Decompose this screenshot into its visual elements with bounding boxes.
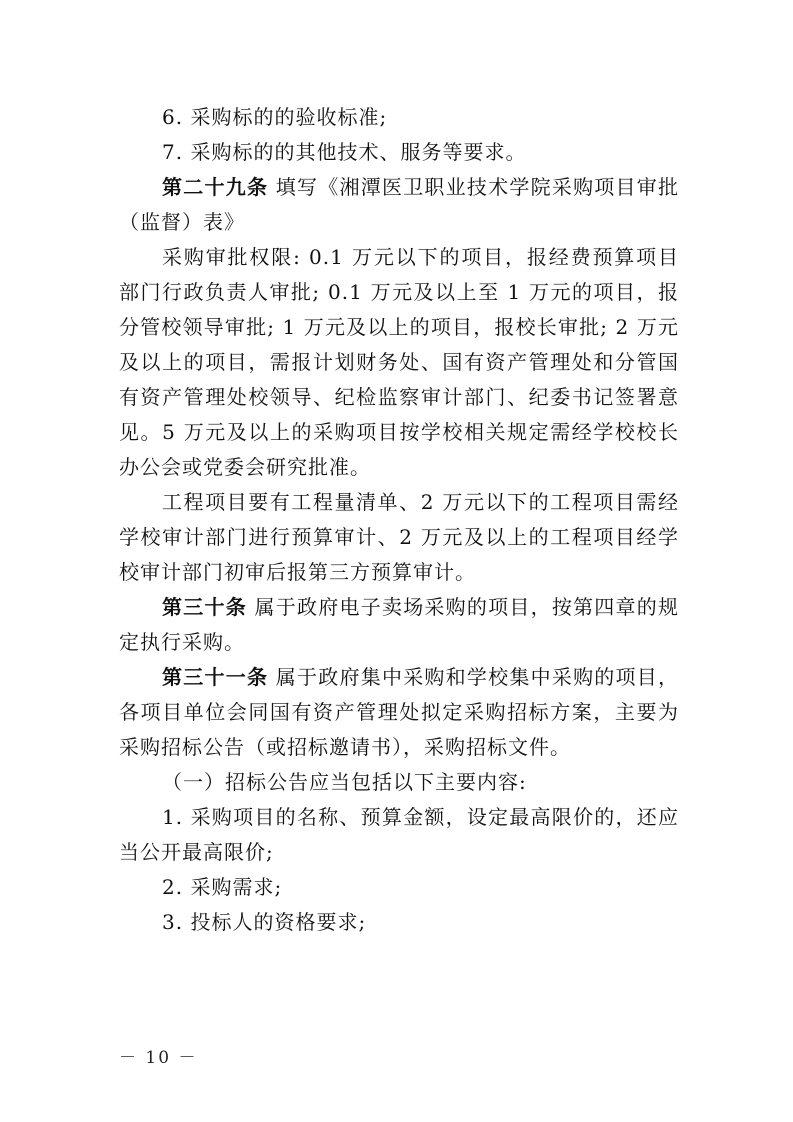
- article-29: 第二十九条 填写《湘潭医卫职业技术学院采购项目审批（监督）表》: [119, 175, 680, 234]
- section-1-heading: （一）招标公告应当包括以下主要内容:: [162, 770, 527, 794]
- list-item-1: 1. 采购项目的名称、预算金额，设定最高限价的，还应当公开最高限价;: [119, 805, 679, 864]
- article-31-heading: 第三十一条: [162, 665, 269, 689]
- engineering-project-paragraph: 工程项目要有工程量清单、2 万元以下的工程项目需经学校审计部门进行预算审计、2 万元及以上的工程项目经学校审计部门初审后报第三方预算审计。: [119, 490, 679, 584]
- article-29-heading: 第二十九条: [162, 175, 269, 199]
- paragraph-item-6: 6. 采购标的的验收标准;: [162, 105, 388, 129]
- paragraph-item-7: 7. 采购标的的其他技术、服务等要求。: [162, 140, 527, 164]
- article-31: 第三十一条 属于政府集中采购和学校集中采购的项目，各项目单位会同国有资产管理处拟定采购招标方案，主要为采购招标公告（或招标邀请书），采购招标文件。: [119, 665, 680, 759]
- list-item-2: 2. 采购需求;: [162, 875, 283, 899]
- article-30-heading: 第三十条: [162, 595, 247, 619]
- article-30: 第三十条 属于政府电子卖场采购的项目，按第四章的规定执行采购。: [119, 595, 680, 654]
- list-item-3: 3. 投标人的资格要求;: [162, 910, 367, 934]
- page-number: － 10 －: [119, 1048, 198, 1068]
- document-body: [119, 100, 679, 940]
- approval-authority-paragraph: 采购审批权限: 0.1 万元以下的项目，报经费预算项目部门行政负责人审批; 0.1 万元及以上至 1 万元的项目，报分管校领导审批; 1 万元及以上的项目，报校长审批; 2 万元及以上的项目，需报计划财务处、国有资产管理处和分管国有资产管理处校领导、纪检监察审计部门、纪委书记签署意见。5 万元及以上的采购项目按学校相关规定需经学校校长办公会或党委会研究批准。: [119, 245, 679, 479]
